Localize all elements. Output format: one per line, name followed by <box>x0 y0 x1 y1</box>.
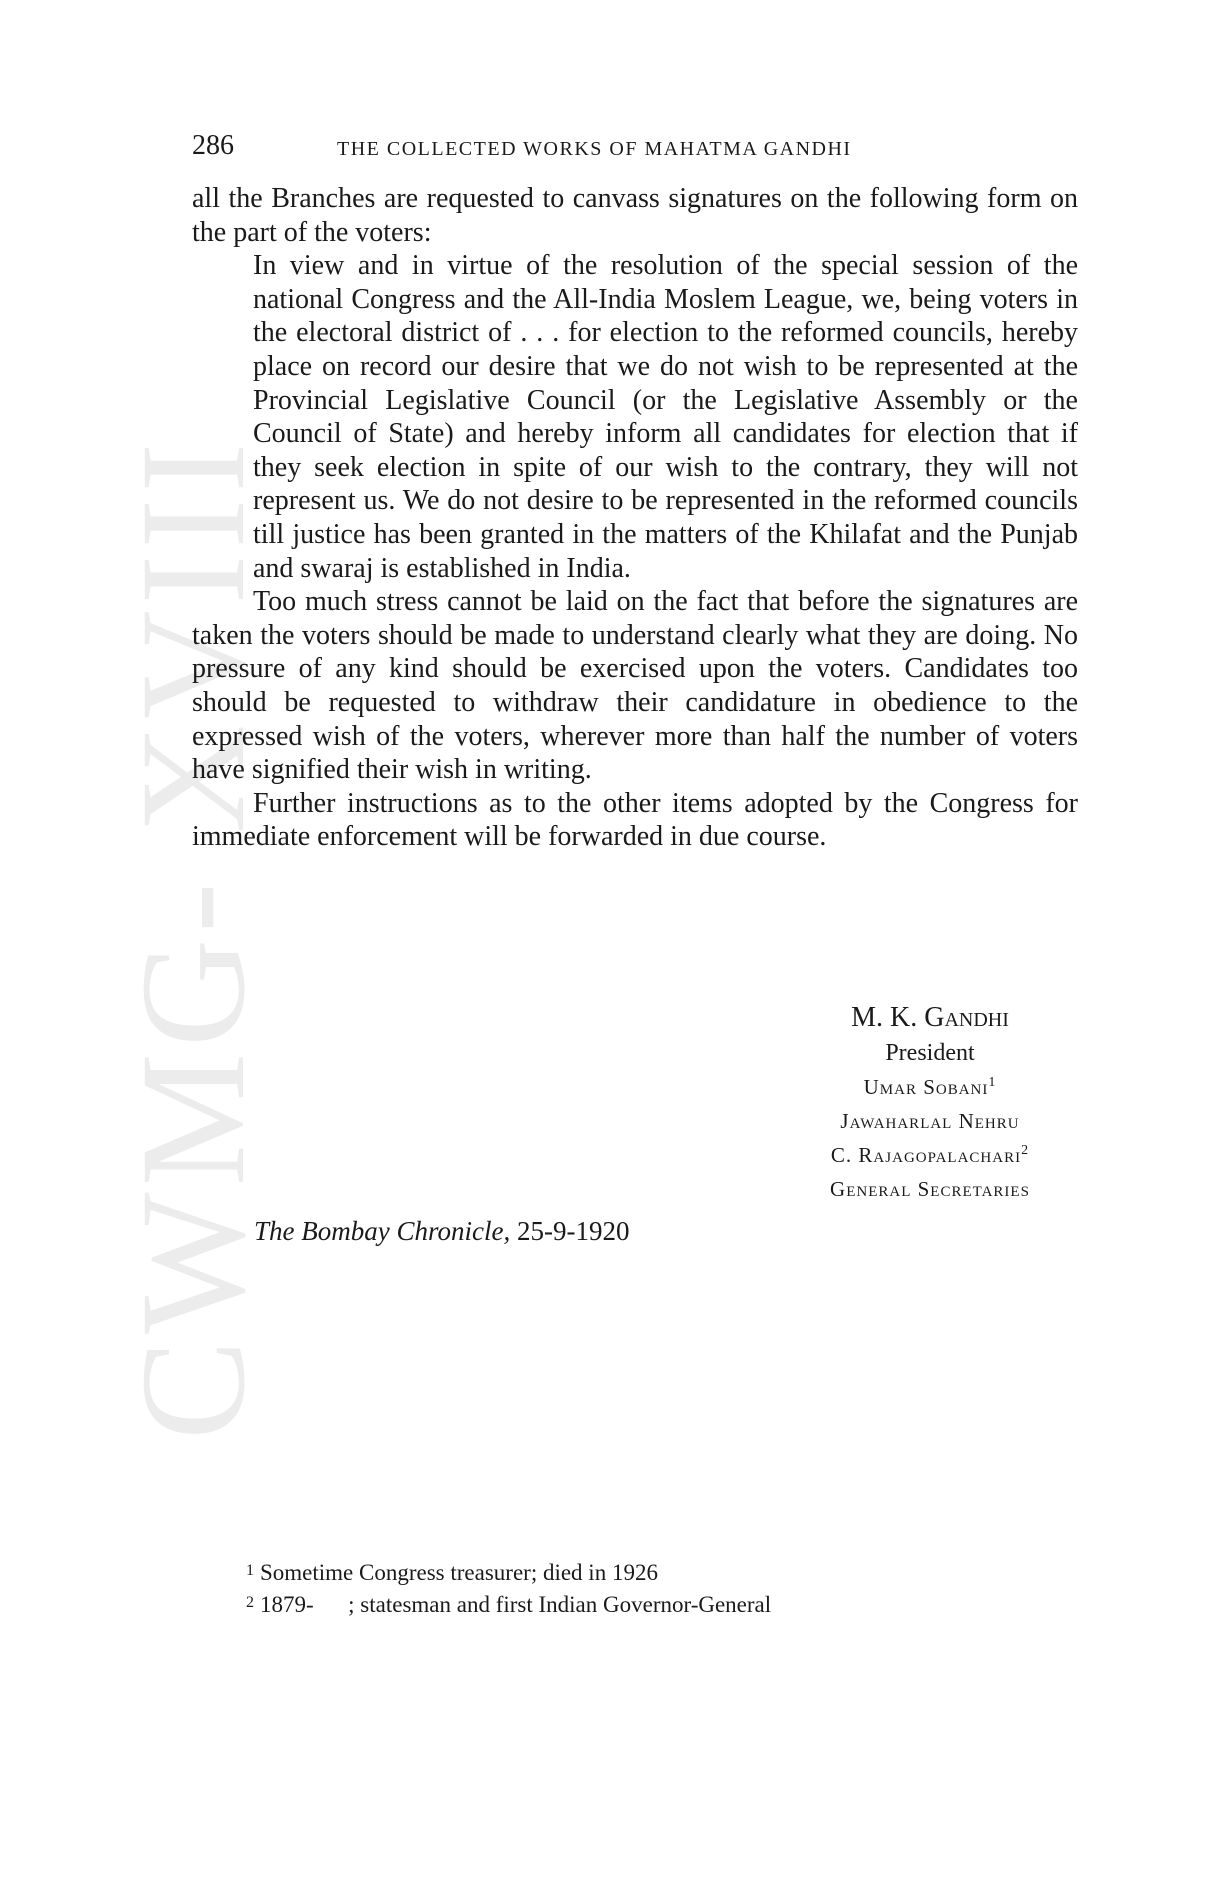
running-title: THE COLLECTED WORKS OF MAHATMA GANDHI <box>337 138 852 160</box>
footnotes <box>246 1556 771 1620</box>
secretaries-title: General Secretaries <box>830 1177 1030 1201</box>
page-number: 286 <box>192 130 234 161</box>
footnote-ref: 1 <box>988 1075 997 1090</box>
signatory-name: M. K. Gandhi <box>851 1002 1009 1033</box>
watermark: CWMG- XVIII <box>110 436 276 1440</box>
footnote <box>246 1588 771 1620</box>
source-citation <box>254 1216 629 1247</box>
page-header <box>192 130 1082 166</box>
secretary-rajagopalachari <box>780 1138 1080 1172</box>
body-text <box>192 182 1078 854</box>
publication-date: 25-9-1920 <box>516 1216 630 1246</box>
secretary-sobani <box>780 1070 1080 1104</box>
footnote-mark: 2 <box>246 1594 254 1611</box>
footnote-ref: 2 <box>1021 1143 1030 1158</box>
pledge-quote: In view and in virtue of the resolution of the special session of the national Congress and the All-India Moslem League, we, being voters in the electoral district of . . . for election to the reformed councils, hereby place on record our desire that we do not wish to be represented at the Provincial Legislative Council (or the Legislative Assembly or the Council of State) and hereby inform all candidates for election that if they seek election in spite of our wish to the contrary, they will not represent us. We do not desire to be represented in the reformed councils till justice has been granted in the matters of the Khilafat and the Punjab and swaraj is established in India. <box>253 250 1078 584</box>
paragraph-stress: Too much stress cannot be laid on the fact that before the signatures are taken the voters should be made to understand clearly what they are doing. No pressure of any kind should be exercised upon the voters. Candidates too should be requested to withdraw their candidature in obedience to the expressed wish of the voters, wherever more than half the number of voters have signified their wish in writing. <box>192 586 1078 786</box>
footnote-text: 1879- ; statesman and first Indian Governor-General <box>260 1592 772 1617</box>
footnote-text: Sometime Congress treasurer; died in 1926 <box>260 1560 658 1585</box>
secretary-nehru: Jawaharlal Nehru <box>840 1109 1020 1133</box>
paragraph-instructions: Further instructions as to the other items adopted by the Congress for immediate enforcement will be forwarded in due course. <box>192 787 1078 853</box>
publication-name: The Bombay Chronicle, <box>254 1216 511 1246</box>
secretary-name: C. Rajagopalachari <box>830 1143 1022 1167</box>
secretary-name: Umar Sobani <box>863 1075 989 1099</box>
signatory-role: President <box>885 1040 975 1066</box>
footnote-mark: 1 <box>246 1562 254 1579</box>
footnote <box>246 1556 771 1588</box>
signature-block <box>780 1000 1080 1206</box>
lead-paragraph: all the Branches are requested to canvass signatures on the following form on the part of the voters: <box>192 183 1078 248</box>
